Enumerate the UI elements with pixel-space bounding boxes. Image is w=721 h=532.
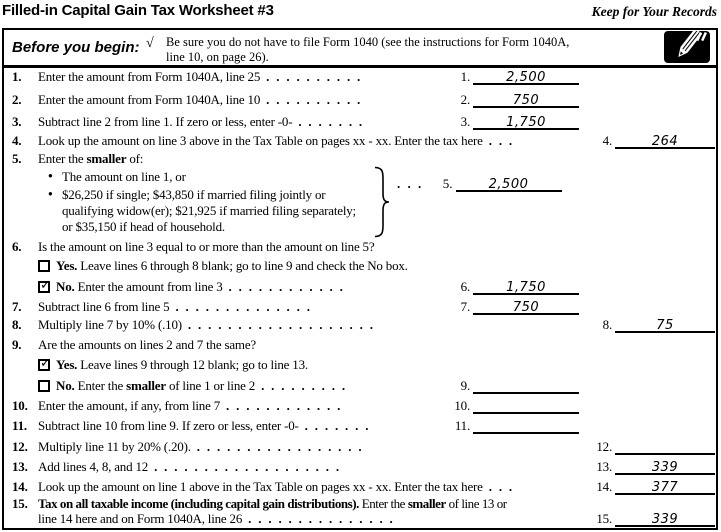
answer-label: 2.: [460, 92, 470, 107]
line-text: Look up the amount on line 3 above in the Tax Table on pages xx - xx. Enter the tax here: [38, 133, 483, 148]
line11-amount-field[interactable]: [473, 419, 579, 434]
checkmark-icon: √: [146, 36, 154, 51]
bullet-text: qualifying widow(er); $21,925 if married filing separately;: [62, 203, 356, 218]
line13-amount-field[interactable]: [615, 460, 715, 475]
yes-label: Yes.: [56, 357, 78, 372]
bullet-icon: ●: [48, 189, 53, 198]
before-text-line2: line 10, on page 26).: [166, 50, 269, 64]
line-text-bold: smaller: [86, 151, 127, 166]
no-text: Enter the amount from line 3: [74, 279, 223, 294]
worksheet-line-9: [4, 337, 716, 354]
answer-label: 13.: [596, 459, 612, 474]
worksheet-line-13: [4, 459, 716, 476]
worksheet-line-2: [4, 92, 716, 109]
line3-amount-value: 1,750: [506, 115, 546, 130]
dot-leader: . . . . . . . . . . . . . . . . . . .: [154, 459, 339, 474]
worksheet-line-14: [4, 479, 716, 496]
line-text: of line 13 or: [445, 496, 507, 511]
worksheet-line-6: [4, 239, 716, 256]
line-text: Enter the: [38, 151, 87, 166]
bullet-text: The amount on line 1, or: [62, 169, 186, 184]
dot-leader: . . . . . . . . . .: [266, 92, 361, 107]
line-number: 5.: [12, 151, 22, 166]
worksheet-line-4: [4, 133, 716, 150]
dot-leader: . . . . . . .: [304, 418, 369, 433]
line-number: 4.: [12, 133, 22, 148]
line2-amount-field[interactable]: [473, 93, 579, 108]
worksheet-line-11: [4, 418, 716, 435]
line7-amount-field[interactable]: [473, 300, 579, 315]
line-number: 14.: [12, 479, 28, 494]
line9-no-checkbox[interactable]: [38, 380, 50, 392]
answer-label: 11.: [454, 418, 470, 433]
answer-label: 8.: [602, 317, 612, 332]
answer-label: 7.: [460, 299, 470, 314]
no-text: of line 1 or line 2: [165, 378, 256, 393]
worksheet-line-5: [4, 151, 716, 168]
line5-amount-value: 2,500: [488, 177, 529, 192]
line10-amount-field[interactable]: [473, 399, 579, 414]
worksheet-line-10: [4, 398, 716, 415]
no-label: No.: [56, 279, 75, 294]
section-divider: [4, 65, 716, 68]
answer-label: 12.: [596, 439, 612, 454]
dot-leader: . . . . . . .: [298, 114, 362, 129]
answer-label: 3.: [460, 114, 470, 129]
line-text-bold: Tax on all taxable income (including capital gain distributions).: [38, 496, 359, 511]
answer-label: 6.: [460, 279, 470, 294]
dot-leader: . . . . . . . . . . . . . . .: [248, 511, 393, 526]
line-number: 6.: [12, 239, 22, 254]
line12-amount-field[interactable]: [615, 440, 715, 455]
no-text-bold: smaller: [126, 378, 166, 393]
worksheet-line-1: [4, 69, 716, 86]
before-text-line1: Be sure you do not have to file Form 1040 (see the instructions for Form 1040A,: [166, 35, 570, 49]
bullet-text: $26,250 if single; $43,850 if married filing jointly or: [62, 187, 326, 202]
line15-amount-value: 339: [651, 512, 679, 527]
checkmark-icon: ✓: [40, 278, 51, 293]
line5-answer: [397, 176, 562, 193]
curly-brace: [372, 166, 390, 243]
line6-amount-field[interactable]: [473, 280, 579, 295]
line5-bullet-2-cont: [4, 203, 716, 220]
line5-bullet-2-cont2: [4, 219, 716, 236]
yes-text: Leave lines 9 through 12 blank; go to line 13.: [77, 357, 308, 372]
line-number: 12.: [12, 439, 28, 454]
line-text-bold: smaller: [407, 496, 446, 511]
line-text: Subtract line 10 from line 9. If zero or less, enter -0-: [38, 418, 299, 433]
line3-amount-field[interactable]: [473, 115, 579, 130]
dot-leader: . . . . . . . . .: [261, 378, 345, 393]
worksheet-line-15-cont: [4, 511, 716, 528]
answer-label: 5.: [442, 176, 453, 191]
yes-label: Yes.: [56, 258, 78, 273]
line-number: 7.: [12, 299, 22, 314]
line-number: 10.: [12, 398, 28, 413]
line8-amount-field[interactable]: [615, 318, 715, 333]
line-number: 11.: [12, 418, 27, 433]
line7-amount-value: 750: [512, 300, 540, 315]
line-text: Look up the amount on line 1 above in the Tax Table on pages xx - xx. Enter the tax here: [38, 479, 483, 494]
line5-bullet-2: [4, 187, 716, 204]
pencil-icon: [664, 31, 710, 68]
line-text: of:: [126, 151, 144, 166]
keep-for-records-label: Keep for Your Records: [591, 4, 717, 19]
line-text: Enter the amount, if any, from line 7: [38, 398, 221, 413]
answer-label: 10.: [454, 398, 470, 413]
line-text: Multiply line 7 by 10% (.10): [38, 317, 182, 332]
line-number: 9.: [12, 337, 22, 352]
line8-amount-value: 75: [656, 318, 674, 333]
line-text: Enter the amount from Form 1040A, line 25: [38, 69, 261, 84]
bullet-text: or $35,150 if head of household.: [62, 219, 225, 234]
line-number: 15.: [12, 496, 28, 511]
line2-amount-value: 750: [512, 93, 540, 108]
line1-amount-field[interactable]: [473, 70, 579, 85]
line-text: Subtract line 2 from line 1. If zero or less, enter -0-: [38, 114, 293, 129]
line6-yes-checkbox[interactable]: [38, 260, 50, 272]
no-label: No.: [56, 378, 75, 393]
checkmark-icon: ✓: [40, 356, 51, 371]
dot-leader: . . .: [488, 479, 512, 494]
line-text: Add lines 4, 8, and 12: [38, 459, 149, 474]
worksheet-line-8: [4, 317, 716, 334]
yes-text: Leave lines 6 through 8 blank; go to line 9 and check the No box.: [77, 258, 408, 273]
dot-leader: . . . . . . . . . .: [266, 69, 361, 84]
dot-leader: . . .: [397, 176, 422, 191]
line-text: Enter the: [358, 496, 408, 511]
line4-amount-field[interactable]: [615, 134, 715, 149]
line6-amount-value: 1,750: [506, 280, 546, 295]
line-number: 8.: [12, 317, 22, 332]
line9-yes-checkbox[interactable]: [38, 356, 51, 371]
line9-yes-option: [4, 357, 716, 374]
dot-leader: . . . . . . . . . . . . . . . . . . .: [187, 317, 373, 332]
answer-label: 9.: [460, 378, 470, 393]
answer-label: 4.: [602, 133, 612, 148]
line-text: Is the amount on line 3 equal to or more than the amount on line 5?: [38, 239, 375, 254]
answer-label: 15.: [596, 511, 612, 526]
no-text: Enter the: [74, 378, 127, 393]
line9-no-option: [4, 378, 716, 395]
line-number: 3.: [12, 114, 22, 129]
line4-amount-value: 264: [651, 134, 679, 149]
page-title: Filled-in Capital Gain Tax Worksheet #3: [2, 2, 274, 19]
line-text: line 14 here and on Form 1040A, line 26: [38, 511, 243, 526]
dot-leader: . . . . . . . . . . . .: [226, 398, 341, 413]
line15-amount-field[interactable]: [615, 512, 715, 527]
line-number: 1.: [12, 69, 22, 84]
answer-label: 1.: [460, 69, 470, 84]
answer-label: 14.: [596, 479, 612, 494]
line9-amount-field[interactable]: [473, 379, 579, 394]
line-text: Are the amounts on lines 2 and 7 the same?: [38, 337, 256, 352]
line-text: Enter the amount from Form 1040A, line 10: [38, 92, 261, 107]
worksheet-line-3: [4, 114, 716, 131]
line5-bullet-1: [4, 169, 716, 186]
line-number: 2.: [12, 92, 22, 107]
dot-leader: . . . . . . . . . . . .: [228, 279, 343, 294]
bullet-icon: ●: [48, 171, 53, 180]
line6-yes-option: [4, 258, 716, 275]
line-text: Multiply line 11 by 20% (.20).: [38, 439, 191, 454]
worksheet-line-7: [4, 299, 716, 316]
line6-no-checkbox[interactable]: [38, 278, 51, 293]
dot-leader: . . . . . . . . . . . . . .: [175, 299, 310, 314]
before-you-begin-label: Before you begin:: [12, 39, 140, 56]
worksheet-box: [2, 28, 718, 530]
before-you-begin-text: [166, 35, 646, 65]
dot-leader: . . .: [488, 133, 512, 148]
dot-leader: . . . . . . . . . . . . . . . . .: [196, 439, 362, 454]
line1-amount-value: 2,500: [506, 70, 546, 85]
line14-amount-field[interactable]: [615, 480, 715, 495]
line-number: 13.: [12, 459, 28, 474]
line6-no-option: [4, 279, 716, 296]
worksheet-line-12: [4, 439, 716, 456]
line14-amount-value: 377: [651, 480, 679, 495]
line13-amount-value: 339: [651, 460, 679, 475]
line5-amount-field[interactable]: [456, 177, 562, 192]
line-text: Subtract line 6 from line 5: [38, 299, 170, 314]
